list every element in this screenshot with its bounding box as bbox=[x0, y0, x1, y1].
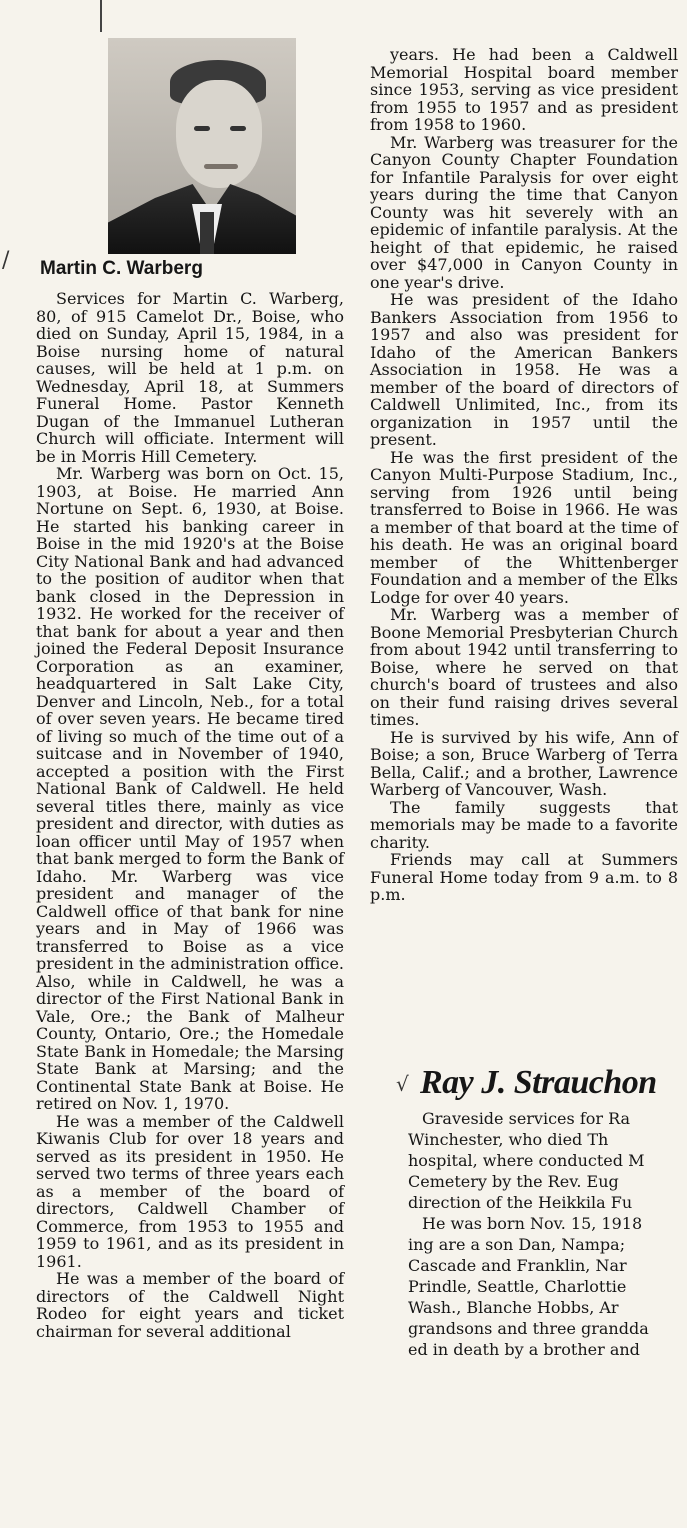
obituary-ray-text bbox=[408, 1108, 687, 1360]
paragraph: The family suggests that memorials may be made to a favorite charity. bbox=[370, 797, 678, 852]
paragraph: He is survived by his wife, Ann of Boise; a son, Bruce Warberg of Terra Bella, Calif.; and a brother, Lawrence Warberg of Vancouver, Wash. bbox=[370, 727, 678, 799]
text-line: hospital, where conducted M bbox=[408, 1151, 645, 1170]
paragraph: Mr. Warberg was born on Oct. 15, 1903, at Boise. He married Ann Nortune on Sept. 6, 1930, at Boise. He started his banking career in Boise in the mid 1920's at the Boise City National Bank and had advanced to the position of auditor when that bank closed in the Depression in 1932. He worked for the receiver of that bank for about a year and then joined the Federal Deposit Insurance Corporation as an examiner, headquartered in Salt Lake City, Denver and Lincoln, Neb., for a total of over seven years. He became tired of living so much of the time out of a suitcase and in November of 1940, accepted a position with the First National Bank of Caldwell. He held several titles there, mainly as vice president and director, with duties as loan officer until May of 1957 when that bank merged to form the Bank of Idaho. Mr. Warberg was vice president and manager of the Caldwell office of that bank for nine years and in May of 1966 was transferred to Boise as a vice president in the administration office. Also, while in Caldwell, he was a director of the First National Bank in Vale, Ore.; the Bank of Malheur County, Ontario, Ore.; the Homedale State Bank in Homedale; the Marsing State Bank at Marsing; and the Continental State Bank at Boise. He retired on Nov. 1, 1970. bbox=[36, 464, 344, 1113]
paragraph: years. He had been a Caldwell Memorial Hospital board member since 1953, serving as vice president from 1955 to 1957 and as president from 1958 to 1960. bbox=[370, 45, 678, 134]
column-rule bbox=[100, 0, 102, 32]
portrait-photo bbox=[108, 38, 296, 254]
obituary-column-2 bbox=[370, 46, 678, 904]
paragraph: Friends may call at Summers Funeral Home today from 9 a.m. to 8 p.m. bbox=[370, 850, 678, 904]
paragraph: He was a member of the board of directors of the Caldwell Night Rodeo for eight years and ticket chairman for several additional bbox=[36, 1269, 344, 1341]
paragraph: Services for Martin C. Warberg, 80, of 915 Camelot Dr., Boise, who died on Sunday, April 15, 1984, in a Boise nursing home of natural causes, will be held at 1 p.m. on Wednesday, April 18, at Summers Funeral Home. Pastor Kenneth Dugan of the Immanuel Lutheran Church will officiate. Interment will be in Morris Hill Cemetery. bbox=[36, 289, 344, 466]
text-line: Graveside services for Ra bbox=[422, 1109, 631, 1128]
obituary-column-1 bbox=[36, 290, 344, 1340]
text-line: Winchester, who died Th bbox=[408, 1130, 609, 1149]
text-line: ing are a son Dan, Nampa; bbox=[408, 1235, 626, 1254]
paragraph: He was a member of the Caldwell Kiwanis Club for over 18 years and served as its president in 1950. He served two terms of three years each as a member of the board of directors, Caldwell Chamber of Commerce, from 1953 to 1955 and 1959 to 1961, and as its president in 1961. bbox=[36, 1111, 344, 1271]
text-line: Prindle, Seattle, Charlottie bbox=[408, 1277, 627, 1296]
paragraph: Mr. Warberg was treasurer for the Canyon County Chapter Foundation for Infantile Paralysis for over eight years during the time that Canyon County was hit severely with an epidemic of infantile paralysis. At the height of that epidemic, he raised over $47,000 in Canyon County in one year's drive. bbox=[370, 132, 678, 292]
paragraph: He was president of the Idaho Bankers Association from 1956 to 1957 and also was president for Idaho of the American Bankers Association in 1958. He was a member of the board of directors of Caldwell Unlimited, Inc., from its organization in 1957 until the present. bbox=[370, 290, 678, 449]
check-mark: / bbox=[2, 248, 10, 273]
text-line: Cemetery by the Rev. Eug bbox=[408, 1172, 619, 1191]
obituary-name-martin: Martin C. Warberg bbox=[40, 258, 203, 279]
check-mark: √ bbox=[396, 1072, 409, 1096]
text-line: grandsons and three grandda bbox=[408, 1319, 649, 1338]
text-line: direction of the Heikkila Fu bbox=[408, 1193, 633, 1212]
paragraph: He was the first president of the Canyon Multi-Purpose Stadium, Inc., serving from 1926 until being transferred to Boise in 1966. He was a member of that board at the time of his death. He was an original board member of the Whittenberger Foundation and a member of the Elks Lodge for over 40 years. bbox=[370, 447, 678, 607]
text-line: Cascade and Franklin, Nar bbox=[408, 1256, 627, 1275]
obituary-name-ray: Ray J. Strauchon bbox=[420, 1064, 657, 1101]
text-line: He was born Nov. 15, 1918 bbox=[422, 1214, 643, 1233]
paragraph: Mr. Warberg was a member of Boone Memorial Presbyterian Church from about 1942 until transferring to Boise, where he served on that church's board of trustees and also on their fund raising drives several times. bbox=[370, 605, 678, 729]
text-line: ed in death by a brother and bbox=[408, 1340, 640, 1359]
text-line: Wash., Blanche Hobbs, Ar bbox=[408, 1298, 619, 1317]
